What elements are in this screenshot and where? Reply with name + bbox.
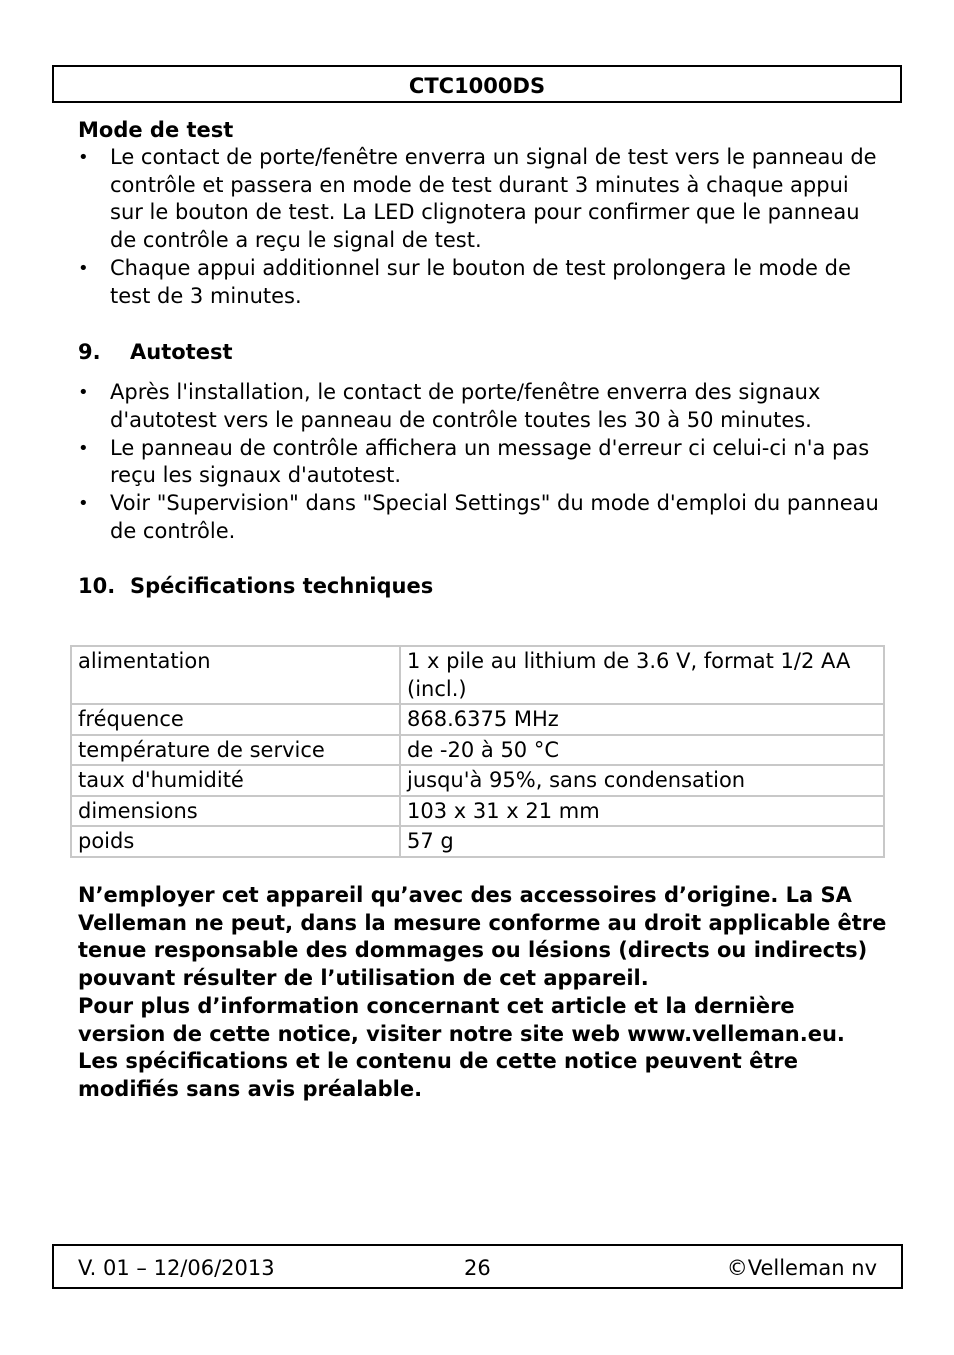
list-item: • Le panneau de contrôle affichera un message d'erreur ci celui-ci n'a pas reçu les signaux d'autotest.: [78, 435, 888, 490]
page-footer: [52, 1244, 903, 1289]
spec-label: poids: [71, 826, 400, 857]
table-row: [71, 826, 884, 857]
notice-paragraph: Les spécifications et le contenu de cette notice peuvent être modifiés sans avis préalable.: [78, 1049, 798, 1101]
notice-paragraph: N’employer cet appareil qu’avec des accessoires d’origine. La SA Velleman ne peut, dans la mesure conforme au droit applicable être tenue responsable des dommages ou lésions (directs ou indirects) pouvant résulter de l’utilisation de cet appareil.: [78, 883, 887, 991]
section-number: 9.: [78, 340, 101, 365]
page-header: [52, 65, 902, 103]
spec-label: température de service: [71, 735, 400, 766]
spec-value: jusqu'à 95%, sans condensation: [400, 765, 884, 796]
specs-section: [78, 572, 888, 600]
list-item: • Le contact de porte/fenêtre enverra un signal de test vers le panneau de contrôle et passera en mode de test durant 3 minutes à chaque appui sur le bouton de test. La LED clignotera pour confirmer que le panneau de contrôle a reçu le signal de test.: [78, 144, 888, 255]
specs-heading: [78, 572, 888, 600]
autotest-section: [78, 338, 888, 545]
notice-paragraph: Pour plus d’information concernant cet article et la dernière version de cette notice, visiter notre site web www.velleman.eu.: [78, 993, 845, 1046]
list-item: • Chaque appui additionnel sur le bouton de test prolongera le mode de test de 3 minutes.: [78, 255, 888, 310]
section-title: Autotest: [130, 340, 233, 365]
spec-label: dimensions: [71, 796, 400, 827]
section-title: Spécifications techniques: [130, 574, 434, 599]
table-row: [71, 704, 884, 735]
spec-label: taux d'humidité: [71, 765, 400, 796]
table-row: [71, 796, 884, 827]
main-content: [78, 116, 888, 600]
autotest-list: [78, 379, 888, 545]
test-mode-heading: Mode de test: [78, 118, 234, 142]
test-mode-list: [78, 144, 888, 310]
spec-value: 868.6375 MHz: [400, 704, 884, 735]
section-number: 10.: [78, 574, 116, 599]
table-row: [71, 765, 884, 796]
list-item: • Après l'installation, le contact de porte/fenêtre enverra des signaux d'autotest vers le panneau de contrôle toutes les 30 à 50 minutes.: [78, 379, 888, 434]
autotest-heading: [78, 338, 888, 366]
table-row: [71, 646, 884, 704]
specs-table: [70, 645, 885, 858]
copyright: ©Velleman nv: [726, 1256, 877, 1280]
spec-label: fréquence: [71, 704, 400, 735]
spec-label: alimentation: [71, 646, 400, 704]
model-title: CTC1000DS: [408, 74, 546, 98]
list-item: • Voir "Supervision" dans "Special Settings" du mode d'emploi du panneau de contrôle.: [78, 490, 888, 545]
spec-value: 1 x pile au lithium de 3.6 V, format 1/2 AA (incl.): [400, 646, 884, 704]
table-row: [71, 735, 884, 766]
page-number: 26: [464, 1256, 491, 1280]
spec-value: de -20 à 50 °C: [400, 735, 884, 766]
legal-notice: [78, 882, 888, 1104]
spec-value: 103 x 31 x 21 mm: [400, 796, 884, 827]
spec-value: 57 g: [400, 826, 884, 857]
test-mode-section: [78, 116, 888, 310]
version-date: V. 01 – 12/06/2013: [78, 1256, 275, 1280]
